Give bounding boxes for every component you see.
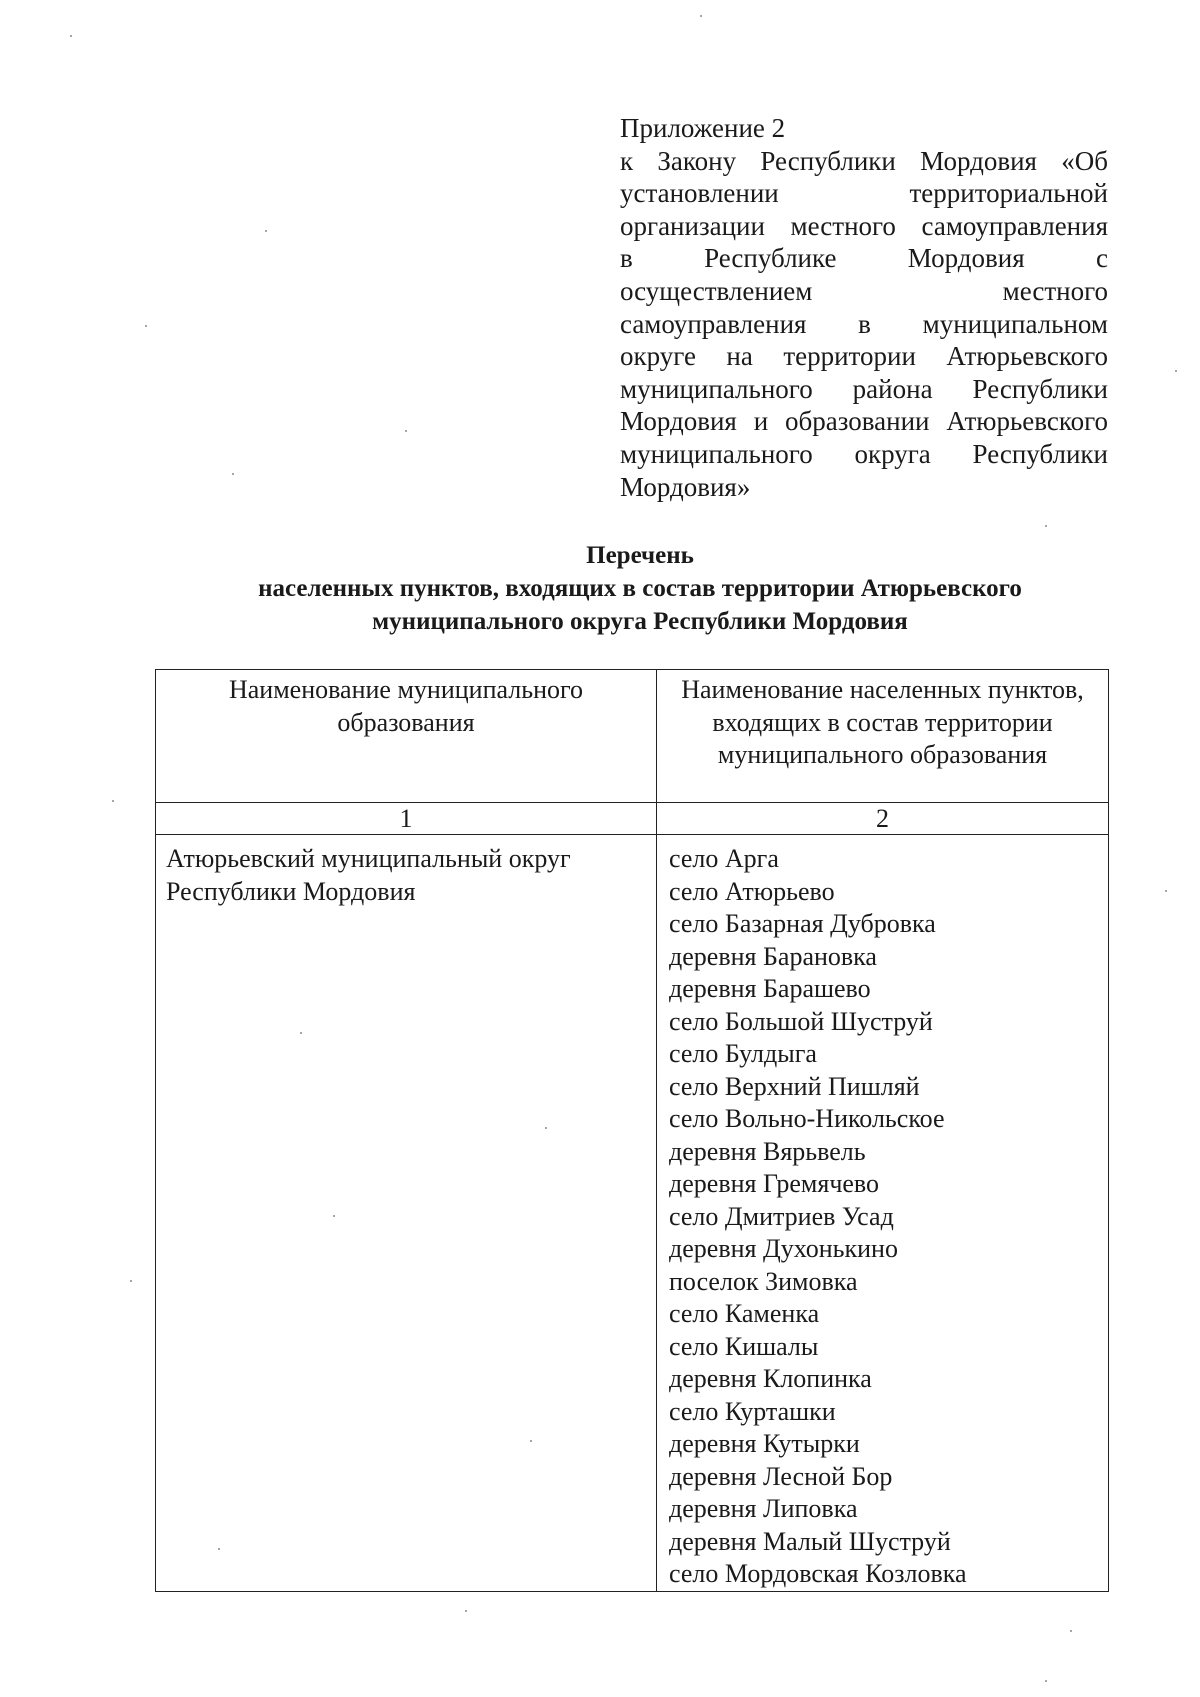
list-item: село Арга [669, 844, 779, 873]
appendix-line: установлении территориальной [620, 178, 1108, 209]
header-municipality: Наименование муниципального образования [156, 670, 657, 803]
appendix-line: Мордовия и образовании Атюрьевского [620, 406, 1108, 437]
list-item: село Кишалы [669, 1331, 819, 1361]
header-settlements: Наименование населенных пунктов, входящих в состав территории муниципального образования [657, 670, 1109, 803]
title-line-1: Перечень [586, 542, 694, 569]
appendix-note [620, 112, 1108, 503]
appendix-line: Приложение 2 [620, 113, 786, 143]
list-item: деревня Клопинка [669, 1364, 872, 1393]
scan-speck [1070, 1630, 1072, 1632]
table-row [156, 835, 1109, 1592]
list-item: деревня Вярьвель [669, 1136, 866, 1166]
table-number-row [156, 803, 1109, 835]
appendix-line: муниципального района Республики [620, 373, 1108, 404]
list-item: деревня Малый Шуструй [669, 1526, 951, 1556]
scan-speck [405, 430, 407, 432]
scan-speck [700, 15, 702, 17]
list-item: деревня Барашево [669, 974, 871, 1003]
list-item: деревня Барановка [669, 941, 877, 971]
title-line-3: муниципального округа Республики Мордовия [372, 608, 908, 635]
scan-speck [545, 1127, 547, 1129]
scan-speck [333, 1215, 335, 1217]
list-item: село Атюрьево [669, 876, 835, 906]
column-number-1: 1 [156, 803, 657, 835]
column-number-2: 2 [657, 803, 1109, 835]
list-item: село Каменка [669, 1299, 820, 1328]
settlements-table [155, 669, 1109, 1592]
appendix-line: в Республике Мордовия с [620, 243, 1108, 274]
scan-speck [70, 35, 72, 37]
appendix-line: осуществлением местного [620, 275, 1108, 306]
scan-speck [145, 325, 147, 327]
list-item: деревня Липовка [669, 1494, 858, 1523]
appendix-line: самоуправления в муниципальном [620, 308, 1108, 339]
scan-speck [1175, 370, 1177, 372]
scan-speck [112, 800, 114, 802]
list-item: село Дмитриев Усад [669, 1201, 894, 1231]
table-header-row [156, 670, 1109, 803]
appendix-line: к Закону Республики Мордовия «Об [620, 145, 1108, 176]
list-item: село Булдыга [669, 1039, 817, 1068]
list-item: деревня Духонькино [669, 1234, 898, 1263]
scan-speck [265, 230, 267, 232]
scan-speck [530, 1440, 532, 1442]
settlement-list [657, 835, 1109, 1592]
appendix-line: муниципального округа Республики [620, 438, 1108, 469]
scan-speck [1165, 890, 1167, 892]
scan-speck [1045, 1680, 1047, 1682]
list-item: поселок Зимовка [669, 1266, 858, 1296]
list-item: село Большой Шуструй [669, 1006, 933, 1036]
appendix-line: округе на территории Атюрьевского [620, 341, 1108, 372]
document-title [120, 539, 1160, 638]
scan-speck [465, 1610, 467, 1612]
list-item: село Базарная Дубровка [669, 909, 936, 938]
title-line-2: населенных пунктов, входящих в состав территории Атюрьевского [258, 575, 1022, 602]
scan-speck [1045, 525, 1047, 527]
list-item: деревня Кутырки [669, 1429, 860, 1458]
list-item: село Верхний Пишляй [669, 1071, 920, 1101]
scan-speck [218, 1548, 220, 1550]
scan-speck [232, 473, 234, 475]
list-item: село Вольно-Никольское [669, 1104, 945, 1133]
municipality-name: Атюрьевский муниципальный округ Республики Мордовия [156, 835, 657, 1592]
list-item: деревня Лесной Бор [669, 1461, 893, 1491]
scan-speck [300, 1032, 302, 1034]
scan-speck [130, 1280, 132, 1282]
list-item: деревня Гремячево [669, 1169, 880, 1198]
appendix-line: организации местного самоуправления [620, 210, 1108, 241]
list-item: село Курташки [669, 1396, 836, 1426]
appendix-line: Мордовия» [620, 471, 751, 502]
list-item: село Мордовская Козловка [669, 1559, 967, 1588]
